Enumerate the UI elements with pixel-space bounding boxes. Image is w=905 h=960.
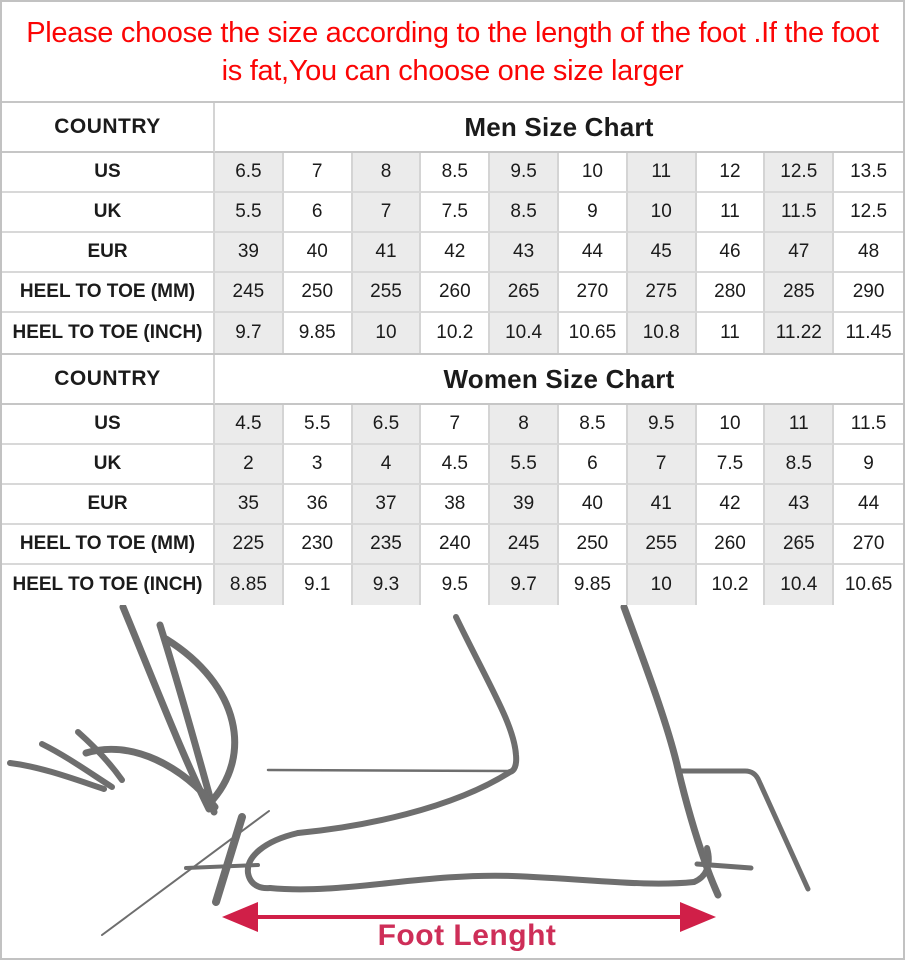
- size-value-cell: 255: [353, 273, 422, 313]
- row-label: US: [2, 405, 215, 445]
- size-value-cell: 230: [284, 525, 353, 565]
- foot-drawing-svg: [2, 605, 905, 960]
- size-value-cell: 255: [628, 525, 697, 565]
- notice-line-2: is fat,You can choose one size larger: [221, 54, 684, 87]
- size-value-cell: 8.5: [765, 445, 834, 485]
- shin-front-line: [456, 617, 516, 772]
- size-value-cell: 290: [834, 273, 903, 313]
- size-value-cell: 11: [628, 153, 697, 193]
- row-label: US: [2, 153, 215, 193]
- size-value-cell: 11.5: [765, 193, 834, 233]
- size-value-cell: 10.65: [834, 565, 903, 605]
- size-value-cell: 9.7: [490, 565, 559, 605]
- size-value-cell: 42: [697, 485, 766, 525]
- size-value-cell: 12: [697, 153, 766, 193]
- size-value-cell: 260: [697, 525, 766, 565]
- row-label: UK: [2, 445, 215, 485]
- size-value-cell: 2: [215, 445, 284, 485]
- size-value-cell: 10: [559, 153, 628, 193]
- row-label: HEEL TO TOE (INCH): [2, 313, 215, 353]
- sole-line: [270, 876, 694, 890]
- size-value-cell: 10.65: [559, 313, 628, 353]
- size-value-cell: 39: [215, 233, 284, 273]
- size-value-cell: 11.5: [834, 405, 903, 445]
- size-value-cell: 7: [628, 445, 697, 485]
- size-value-cell: 235: [353, 525, 422, 565]
- size-value-cell: 6.5: [215, 153, 284, 193]
- size-value-cell: 6: [284, 193, 353, 233]
- size-value-cell: 8.5: [490, 193, 559, 233]
- size-value-cell: 225: [215, 525, 284, 565]
- country-header-cell: COUNTRY: [2, 355, 215, 405]
- size-value-cell: 250: [559, 525, 628, 565]
- size-value-cell: 265: [765, 525, 834, 565]
- size-value-cell: 12.5: [834, 193, 903, 233]
- size-value-cell: 245: [215, 273, 284, 313]
- size-value-cell: 44: [834, 485, 903, 525]
- size-value-cell: 10.4: [765, 565, 834, 605]
- size-value-cell: 43: [765, 485, 834, 525]
- size-value-cell: 5.5: [215, 193, 284, 233]
- size-value-cell: 11: [697, 193, 766, 233]
- row-label: HEEL TO TOE (MM): [2, 273, 215, 313]
- size-value-cell: 47: [765, 233, 834, 273]
- size-value-cell: 6: [559, 445, 628, 485]
- size-value-cell: 11: [765, 405, 834, 445]
- size-value-cell: 4.5: [215, 405, 284, 445]
- size-value-cell: 10: [628, 565, 697, 605]
- size-value-cell: 250: [284, 273, 353, 313]
- size-value-cell: 8.5: [421, 153, 490, 193]
- row-label: HEEL TO TOE (INCH): [2, 565, 215, 605]
- size-notice: [2, 2, 903, 101]
- size-value-cell: 40: [284, 233, 353, 273]
- size-value-cell: 10.8: [628, 313, 697, 353]
- table-title: Men Size Chart: [215, 103, 903, 153]
- size-value-cell: 43: [490, 233, 559, 273]
- size-value-cell: 270: [559, 273, 628, 313]
- size-value-cell: 10: [628, 193, 697, 233]
- row-label: EUR: [2, 233, 215, 273]
- size-value-cell: 12.5: [765, 153, 834, 193]
- board-edge-line: [268, 770, 510, 771]
- size-value-cell: 10.4: [490, 313, 559, 353]
- row-label: UK: [2, 193, 215, 233]
- size-value-cell: 10: [353, 313, 422, 353]
- size-value-cell: 260: [421, 273, 490, 313]
- row-label: HEEL TO TOE (MM): [2, 525, 215, 565]
- size-value-cell: 42: [421, 233, 490, 273]
- size-value-cell: 10.2: [421, 313, 490, 353]
- size-value-cell: 10: [697, 405, 766, 445]
- country-header-cell: COUNTRY: [2, 103, 215, 153]
- size-value-cell: 45: [628, 233, 697, 273]
- size-value-cell: 36: [284, 485, 353, 525]
- size-value-cell: 5.5: [490, 445, 559, 485]
- foot-measurement-figure: [2, 605, 903, 960]
- size-value-cell: 6.5: [353, 405, 422, 445]
- finger-line: [166, 639, 235, 804]
- size-value-cell: 9.5: [490, 153, 559, 193]
- size-value-cell: 9.5: [628, 405, 697, 445]
- size-value-cell: 9.3: [353, 565, 422, 605]
- size-value-cell: 7: [284, 153, 353, 193]
- size-value-cell: 245: [490, 525, 559, 565]
- size-value-cell: 11.45: [834, 313, 903, 353]
- size-value-cell: 8.85: [215, 565, 284, 605]
- size-value-cell: 40: [559, 485, 628, 525]
- size-value-cell: 41: [628, 485, 697, 525]
- size-value-cell: 7: [353, 193, 422, 233]
- size-value-cell: 7: [421, 405, 490, 445]
- size-value-cell: 270: [834, 525, 903, 565]
- size-value-cell: 275: [628, 273, 697, 313]
- size-value-cell: 5.5: [284, 405, 353, 445]
- instep-line: [298, 772, 510, 833]
- size-value-cell: 9.85: [284, 313, 353, 353]
- men-size-table: [2, 101, 903, 353]
- size-value-cell: 8.5: [559, 405, 628, 445]
- size-value-cell: 9.1: [284, 565, 353, 605]
- size-value-cell: 7.5: [421, 193, 490, 233]
- size-value-cell: 46: [697, 233, 766, 273]
- size-value-cell: 9.5: [421, 565, 490, 605]
- size-value-cell: 9.7: [215, 313, 284, 353]
- leg-back-line: [624, 607, 718, 895]
- size-value-cell: 38: [421, 485, 490, 525]
- size-value-cell: 9: [559, 193, 628, 233]
- table-title: Women Size Chart: [215, 355, 903, 405]
- size-value-cell: 37: [353, 485, 422, 525]
- notice-line-1: Please choose the size according to the length of the foot .If the foot: [26, 16, 879, 49]
- size-value-cell: 11.22: [765, 313, 834, 353]
- size-value-cell: 11: [697, 313, 766, 353]
- size-value-cell: 4.5: [421, 445, 490, 485]
- size-value-cell: 9.85: [559, 565, 628, 605]
- toe-tick: [216, 817, 242, 902]
- size-value-cell: 10.2: [697, 565, 766, 605]
- size-value-cell: 8: [353, 153, 422, 193]
- women-size-table: [2, 353, 903, 605]
- size-value-cell: 265: [490, 273, 559, 313]
- toe-line: [248, 833, 298, 888]
- foot-length-caption: Foot Lenght: [377, 919, 557, 952]
- size-value-cell: 280: [697, 273, 766, 313]
- size-value-cell: 285: [765, 273, 834, 313]
- size-value-cell: 8: [490, 405, 559, 445]
- heel-block-line: [679, 771, 808, 889]
- row-label: EUR: [2, 485, 215, 525]
- size-value-cell: 7.5: [697, 445, 766, 485]
- size-value-cell: 3: [284, 445, 353, 485]
- size-value-cell: 35: [215, 485, 284, 525]
- foot-outline-drawing: [10, 607, 808, 935]
- size-value-cell: 240: [421, 525, 490, 565]
- size-value-cell: 41: [353, 233, 422, 273]
- size-value-cell: 4: [353, 445, 422, 485]
- size-value-cell: 44: [559, 233, 628, 273]
- size-value-cell: 48: [834, 233, 903, 273]
- size-value-cell: 9: [834, 445, 903, 485]
- size-value-cell: 39: [490, 485, 559, 525]
- size-value-cell: 13.5: [834, 153, 903, 193]
